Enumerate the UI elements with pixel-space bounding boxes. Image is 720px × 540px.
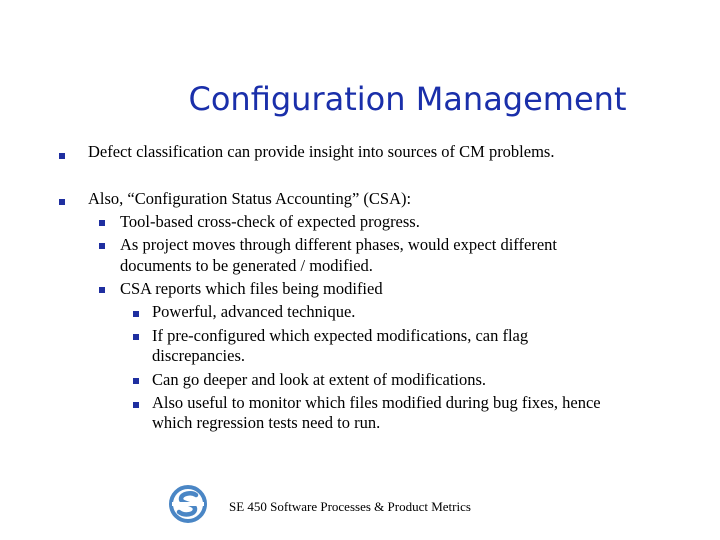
sub-bullet-text-continued: documents to be generated / modified. (120, 256, 373, 275)
sub-bullet-marker (99, 220, 105, 226)
se-logo-icon (168, 484, 208, 524)
sub-sub-bullet-text: Can go deeper and look at extent of modifications. (152, 370, 487, 389)
sub-sub-bullet-text: If pre-configured which expected modifications, can flag (152, 326, 529, 345)
sub-sub-bullet-text-continued: which regression tests need to run. (152, 413, 381, 432)
sub-bullet-marker (99, 287, 105, 293)
sub-bullet-text: CSA reports which files being modified (120, 279, 383, 298)
sub-sub-bullet-text: Also useful to monitor which files modified during bug fixes, hence (152, 393, 601, 412)
sub-sub-bullet-marker (133, 402, 139, 408)
sub-sub-bullet-text-continued: discrepancies. (152, 346, 245, 365)
sub-bullet-text: Tool-based cross-check of expected progress. (120, 212, 420, 231)
footer-text: SE 450 Software Processes & Product Metrics (229, 499, 471, 514)
sub-bullet-marker (99, 243, 105, 249)
bullet-text: Defect classification can provide insight into sources of CM problems. (88, 142, 555, 161)
bullet-text: Also, “Configuration Status Accounting” (CSA): (88, 189, 412, 208)
sub-sub-bullet-text: Powerful, advanced technique. (152, 302, 356, 321)
slide-title: Configuration Management (188, 80, 627, 118)
sub-sub-bullet-marker (133, 334, 139, 340)
sub-bullet-text: As project moves through different phases, would expect different (120, 235, 557, 254)
sub-sub-bullet-marker (133, 311, 139, 317)
bullet-marker (59, 199, 65, 205)
sub-sub-bullet-marker (133, 378, 139, 384)
bullet-marker (59, 153, 65, 159)
